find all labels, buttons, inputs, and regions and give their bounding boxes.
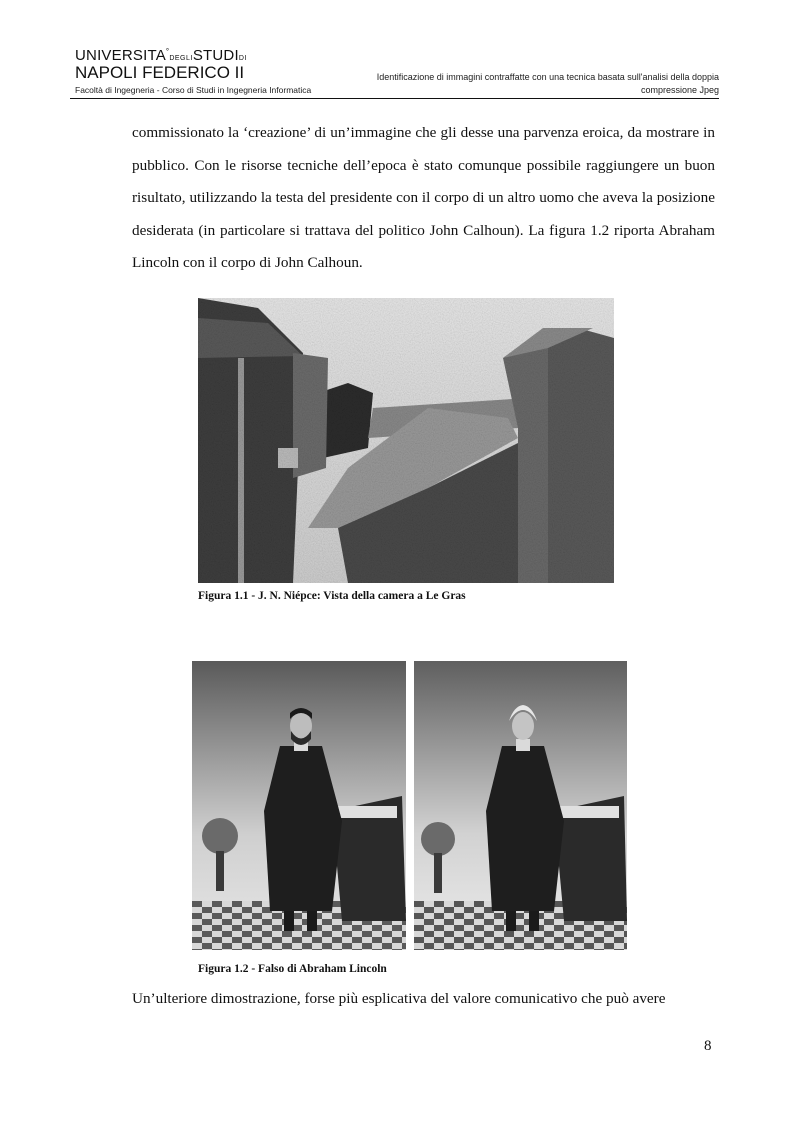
calhoun-portrait-image bbox=[414, 661, 627, 950]
figure-lincoln-fake bbox=[192, 661, 406, 950]
lincoln-portrait-image bbox=[192, 661, 406, 950]
logo-line2: NAPOLI FEDERICO II bbox=[75, 63, 245, 82]
logo-line1-c: STUDI bbox=[192, 47, 239, 64]
niepce-photo-image bbox=[198, 298, 614, 583]
university-logo: UNIVERSITA°DEGLISTUDIDI NAPOLI FEDERICO II Facoltà di Ingegneria - Corso di Studi in Ingegneria Informatica bbox=[75, 47, 312, 95]
thesis-title-line2: compressione Jpeg bbox=[640, 84, 719, 95]
logo-line1-b: DEGLI bbox=[169, 55, 193, 62]
thesis-title bbox=[339, 71, 719, 96]
figure-1-caption: Figura 1.1 - J. N. Niépce: Vista della camera a Le Gras bbox=[198, 590, 466, 602]
figure-niepce-photo bbox=[198, 298, 614, 583]
body-paragraph-2: Un’ulteriore dimostrazione, forse più esplicativa del valore comunicativo che può avere bbox=[132, 990, 666, 1007]
body-paragraph-1: commissionato la ‘creazione’ di un’immagine che gli desse una parvenza eroica, da mostrare in pubblico. Con le risorse tecniche dell’epoca è stato comunque possibile raggiungere un buon risultato, utilizzando la testa del presidente con il corpo di un altro uomo che aveva la posizione desiderata (in particolare si trattava del politico John Calhoun). La figura 1.2 riporta Abraham Lincoln con il corpo di John Calhoun. bbox=[132, 124, 715, 271]
figure-2-caption: Figura 1.2 - Falso di Abraham Lincoln bbox=[198, 963, 387, 975]
logo-line1-d: DI bbox=[238, 55, 247, 62]
header-divider bbox=[70, 98, 719, 99]
thesis-title-line1: Identificazione di immagini contraffatte con una tecnica basata sull'analisi della doppia bbox=[376, 72, 719, 82]
logo-line1-a: UNIVERSITA bbox=[75, 47, 166, 64]
page-number: 8 bbox=[704, 1038, 712, 1054]
figure-calhoun-original bbox=[414, 661, 627, 950]
faculty-label: Facoltà di Ingegneria - Corso di Studi in Ingegneria Informatica bbox=[75, 85, 312, 95]
